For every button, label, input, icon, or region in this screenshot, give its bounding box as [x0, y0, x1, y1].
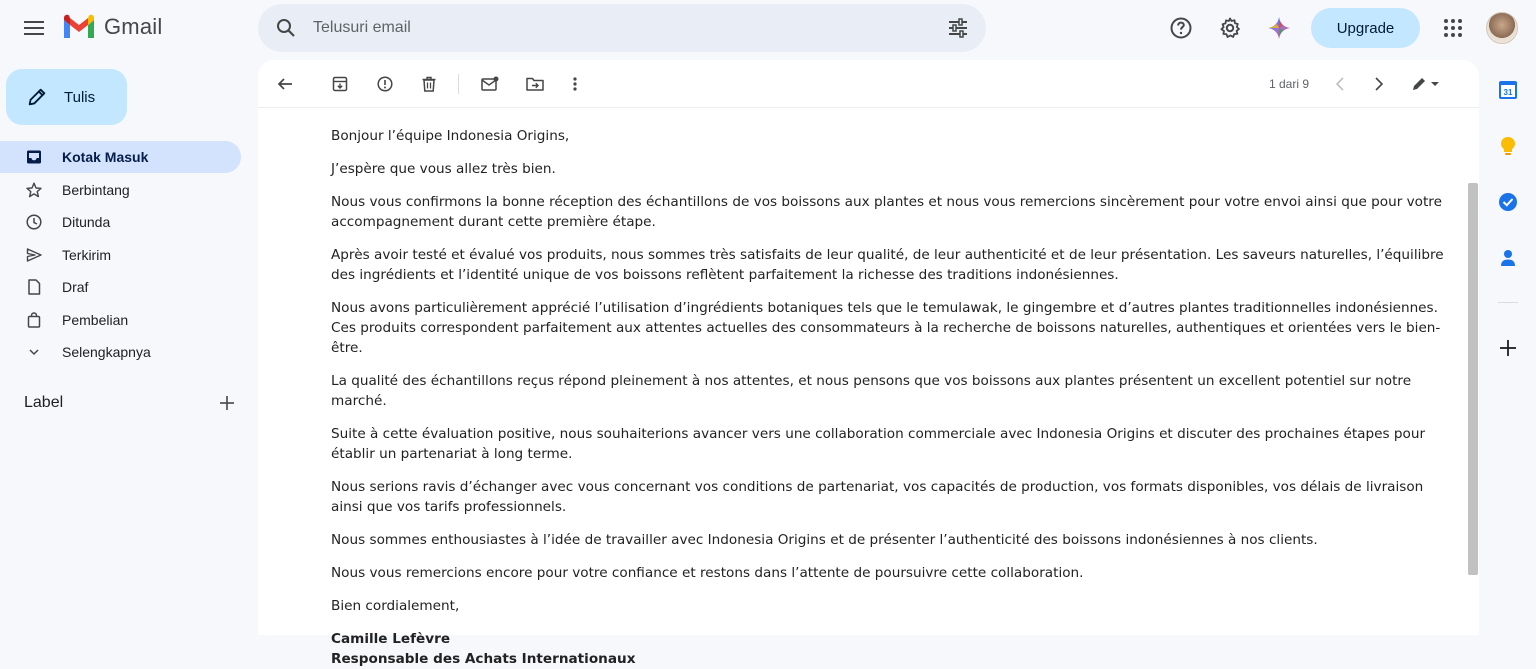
gmail-logo[interactable]: [62, 14, 162, 40]
move-to-button[interactable]: [523, 72, 547, 96]
report-spam-button[interactable]: [373, 72, 397, 96]
signature-title: Responsable des Achats Internationaux: [331, 651, 636, 667]
search-icon[interactable]: [274, 16, 298, 40]
sidebar-item-snoozed[interactable]: [0, 206, 241, 238]
chevron-down-icon: [26, 344, 42, 360]
settings-button[interactable]: [1214, 12, 1246, 44]
sidebar-item-starred[interactable]: [0, 174, 241, 206]
apps-grid-icon: [1443, 18, 1463, 38]
more-vert-icon: [573, 77, 577, 91]
email-closing: Bien cordialement,: [331, 598, 460, 614]
sidebar-item-more[interactable]: [0, 336, 241, 368]
sidebar-item-label: Pembelian: [62, 311, 129, 328]
scrollbar-thumb[interactable]: [1468, 183, 1478, 575]
menu-icon: [24, 21, 44, 35]
plus-icon: [1500, 340, 1516, 356]
chevron-left-icon: [1335, 77, 1345, 91]
google-apps-button[interactable]: [1437, 12, 1469, 44]
tasks-check-icon: [1498, 192, 1518, 212]
sidebar-nav: [0, 141, 256, 369]
sidebar-item-label: Terkirim: [62, 246, 111, 263]
support-button[interactable]: [1165, 12, 1197, 44]
signature-name: Camille Lefèvre: [331, 631, 451, 647]
contacts-app-button[interactable]: [1490, 240, 1526, 276]
email-paragraph: J’espère que vous allez très bien.: [331, 161, 556, 177]
gear-icon: [1218, 16, 1242, 40]
calendar-day: 31: [1503, 88, 1513, 97]
search-options-icon[interactable]: [946, 16, 970, 40]
calendar-icon: [1498, 80, 1518, 100]
delete-button[interactable]: [417, 72, 441, 96]
inbox-icon: [26, 149, 42, 165]
email-paragraph: Nous sommes enthousiastes à l’idée de travailler avec Indonesia Origins et de présenter l’authenticité des boissons indonésiennes à nos clients.: [331, 532, 1318, 548]
arrow-back-icon: [277, 76, 293, 92]
side-panel-divider: [1498, 302, 1518, 303]
toolbar-divider: [458, 74, 459, 94]
sidebar-item-purchases[interactable]: [0, 304, 241, 336]
trash-icon: [421, 76, 437, 92]
top-bar: [0, 0, 1536, 56]
keep-app-button[interactable]: [1490, 128, 1526, 164]
newer-email-button[interactable]: [1328, 72, 1352, 96]
email-paragraph: Nous serions ravis d’échanger avec vous concernant vos conditions de partenariat, vos capacités de production, vos formats disponibles, vos délais de livraison ainsi que vos tarifs professionnels.: [331, 479, 1424, 515]
email-toolbar: [258, 60, 1479, 108]
chevron-right-icon: [1374, 77, 1384, 91]
compose-label: Tulis: [64, 88, 96, 106]
email-paragraph: Nous avons particulièrement apprécié l’utilisation d’ingrédients botaniques tels que le temulawak, le gingembre et d’autres plantes traditionnelles indonésiennes. Ces produits correspondent parfaitement aux attentes actuelles des consommateurs à la recherche de boissons naturelles, authentiques et orientées vers le bien-être.: [331, 300, 1441, 356]
sidebar-item-sent[interactable]: [0, 239, 241, 271]
sidebar-item-drafts[interactable]: [0, 271, 241, 303]
email-paragraph: Après avoir testé et évalué vos produits, nous sommes très satisfaits de leur qualité, de leur authenticité et de leur présentation. Les saveurs naturelles, l’équilibre des ingrédients et l’identité unique de vos boissons reflètent parfaitement la richesse des traditions indonésiennes.: [331, 247, 1444, 283]
email-view: [258, 60, 1479, 667]
tasks-app-button[interactable]: [1490, 184, 1526, 220]
clock-icon: [26, 214, 42, 230]
sidebar-item-label: Ditunda: [62, 214, 111, 230]
labels-heading: Label: [24, 394, 64, 411]
email-body: [331, 126, 1446, 669]
archive-icon: [332, 76, 348, 92]
email-paragraph: Nous vous confirmons la bonne réception des échantillons de vos boissons aux plantes et nous vous remercions sincèrement pour votre envoi ainsi que pour votre accompagnement durant cette première étape.: [331, 194, 1442, 230]
archive-button[interactable]: [328, 72, 352, 96]
more-options-button[interactable]: [563, 72, 587, 96]
star-icon: [26, 182, 42, 198]
mark-unread-icon: [481, 76, 499, 92]
calendar-app-button[interactable]: [1490, 72, 1526, 108]
help-icon: [1169, 16, 1193, 40]
gmail-m-icon: [62, 14, 96, 40]
account-avatar[interactable]: [1486, 12, 1518, 44]
mark-unread-button[interactable]: [478, 72, 502, 96]
send-icon: [26, 247, 42, 263]
pen-dropdown-icon: [1411, 76, 1441, 92]
search-bar[interactable]: [258, 4, 986, 52]
contacts-person-icon: [1500, 249, 1516, 267]
sidebar-item-label: Selengkapnya: [62, 344, 151, 360]
app-name: Gmail: [104, 14, 163, 39]
email-paragraph: Nous vous remercions encore pour votre confiance et restons dans l’attente de poursuivre cette collaboration.: [331, 565, 1084, 581]
shopping-bag-icon: [26, 312, 42, 328]
email-greeting: Bonjour l’équipe Indonesia Origins,: [331, 128, 570, 144]
draft-icon: [26, 279, 42, 295]
report-icon: [377, 76, 393, 92]
gemini-sparkle-icon: [1267, 16, 1291, 40]
move-to-folder-icon: [526, 76, 544, 92]
keep-bulb-icon: [1500, 136, 1516, 156]
add-label-icon[interactable]: [220, 396, 234, 410]
email-paragraph: Suite à cette évaluation positive, nous souhaiterions avancer vers une collaboration commerciale avec Indonesia Origins et discuter des prochaines étapes pour établir un partenariat à long terme.: [331, 426, 1426, 462]
get-addons-button[interactable]: [1490, 330, 1526, 366]
labels-section-header: [24, 394, 234, 412]
back-button[interactable]: [273, 72, 297, 96]
older-email-button[interactable]: [1367, 72, 1391, 96]
search-input[interactable]: [313, 4, 913, 52]
email-paragraph: La qualité des échantillons reçus répond pleinement à nos attentes, et nous pensons que vos boissons aux plantes présentent un excellent potentiel sur notre marché.: [331, 373, 1412, 409]
pencil-icon: [26, 86, 48, 108]
gemini-button[interactable]: [1263, 12, 1295, 44]
sidebar-item-label: Kotak Masuk: [62, 149, 149, 165]
main-menu-button[interactable]: [18, 12, 50, 44]
input-tools-button[interactable]: [1408, 72, 1444, 96]
pagination-count: 1 dari 9: [1269, 77, 1310, 91]
sidebar-item-label: Draf: [62, 279, 89, 295]
upgrade-button[interactable]: Upgrade: [1311, 8, 1420, 48]
sidebar-item-inbox[interactable]: [0, 141, 241, 173]
compose-button[interactable]: [6, 69, 127, 125]
sidebar-item-label: Berbintang: [62, 181, 130, 198]
